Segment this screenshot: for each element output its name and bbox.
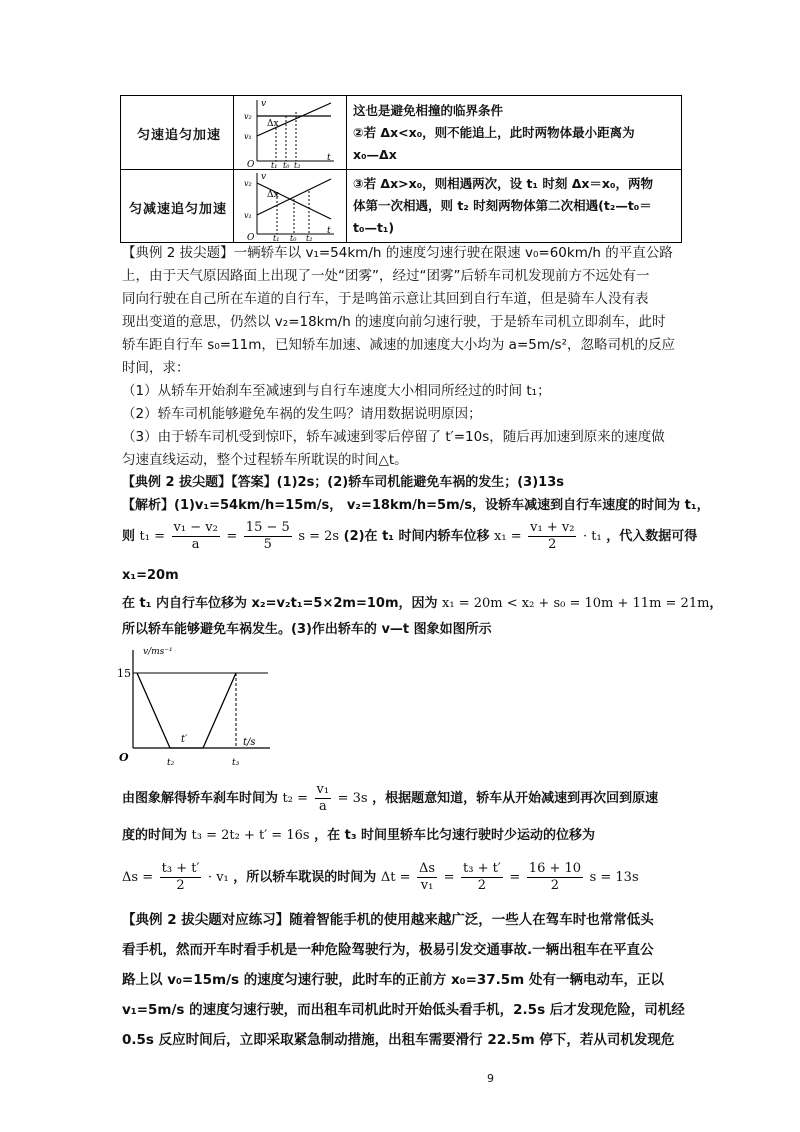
graph1-v-label: v xyxy=(261,99,267,109)
fraction xyxy=(160,861,202,894)
text-fragment: ， xyxy=(709,596,723,611)
numerator: t₃ + t′ xyxy=(463,861,501,876)
row1-label: 匀速追匀加速 xyxy=(137,128,222,143)
denominator: 5 xyxy=(263,537,272,552)
graph2-t2: t₂ xyxy=(306,234,313,241)
problem-line: 上，由于天气原因路面上出现了一处“团雾”，经过“团雾”后轿车司机发现前方不远处有一 xyxy=(122,268,650,284)
brake-time-line xyxy=(122,782,658,816)
analysis-line: 【解析】(1)v₁=54km/h=15m/s， v₂=18km/h=5m/s，设轿车减速到自行车速度的时间为 t₁， xyxy=(122,498,710,513)
practice-line: 路上以 v₀=15m/s 的速度匀速行驶，此时车的正前方 x₀=37.5m 处有一辆电动车，正以 xyxy=(122,972,664,988)
eq-ds-lhs: Δs = xyxy=(122,870,154,885)
graph2-origin: O xyxy=(247,233,255,241)
problem-line: 【典例 2 拔尖题】一辆轿车以 v₁=54km/h 的速度匀速行驶在限速 v₀=60km/h 的平直公路 xyxy=(122,245,673,261)
graph1-t0: t₀ xyxy=(283,161,290,168)
graph1-origin: O xyxy=(247,160,255,168)
numerator: t₃ + t′ xyxy=(161,861,200,876)
graph2-t1: t₁ xyxy=(273,234,280,241)
denominator: a xyxy=(318,799,327,814)
table-divider xyxy=(121,169,681,170)
denominator: a xyxy=(191,537,200,552)
graph2-t-label: t xyxy=(327,226,331,236)
numerator: 16 + 10 xyxy=(528,861,582,876)
equals-sign: = xyxy=(443,870,455,885)
eq-dt-rhs: s = 13s xyxy=(589,870,639,885)
practice-line: 看手机，然而开车时看手机是一种危险驾驶行为，极易引发交通事故.一辆出租车在平直公 xyxy=(122,942,654,958)
eq-t1-lhs: t₁ = xyxy=(139,529,166,544)
row1-note-line: x₀—Δx xyxy=(353,147,397,162)
practice-line: v₁=5m/s 的速度匀速行驶，而出租车司机此时开始低头看手机，2.5s 后才发现危险，司机经 xyxy=(122,1002,685,1018)
graph2-t0: t₀ xyxy=(290,234,297,241)
numerator: v₁ + v₂ xyxy=(530,520,575,535)
x1-result: x₁=20m xyxy=(122,568,179,583)
equals-sign: = xyxy=(509,870,521,885)
numerator: Δs xyxy=(419,861,436,876)
text-fragment: 在 t₁ 内自行车位移为 x₂=v₂t₁=5×2m=10m，因为 xyxy=(122,596,438,611)
eq-x1-lhs: x₁ = xyxy=(494,529,522,544)
delay-line xyxy=(122,858,639,898)
graph-tprime: t′ xyxy=(181,734,188,745)
graph-t3: t₃ xyxy=(232,758,240,768)
row2-label: 匀减速追匀加速 xyxy=(129,202,228,217)
denominator: 2 xyxy=(548,537,557,552)
text-fragment: 由图象解得轿车刹车时间为 xyxy=(122,791,279,806)
fraction xyxy=(528,520,576,553)
comparison-table xyxy=(120,95,682,243)
row2-note-line: t₀—t₁) xyxy=(353,220,395,235)
fraction xyxy=(172,520,220,553)
row2-notes xyxy=(353,173,678,239)
practice-line: 【典例 2 拔尖题对应练习】随着智能手机的使用越来越广泛，一些人在驾车时也常常低头 xyxy=(122,912,654,928)
eq-t1-rhs: s = 2s xyxy=(298,529,340,544)
problem-question: （2）轿车司机能够避免车祸的发生吗？请用数据说明原因； xyxy=(122,406,482,422)
numerator: v₁ − v₂ xyxy=(173,520,218,535)
eq-t2-rhs: = 3s xyxy=(337,791,368,806)
text-fragment: 度的时间为 xyxy=(122,828,188,843)
eq-t3: t₃ = 2t₂ + t′ = 16s xyxy=(191,828,310,843)
row2-note-line: 体第一次相遇，则 t₂ 时刻两物体第二次相遇(t₂—t₀＝ xyxy=(353,198,652,213)
text-fragment: ，在 t₃ 时间里轿车比匀速行驶时少运动的位移为 xyxy=(314,828,596,843)
graph2-v2-label: v₂ xyxy=(244,179,252,188)
row1-note-line: ②若 Δx<x₀，则不能追上，此时两物体最小距离为 xyxy=(353,125,635,140)
graph-x-label: t/s xyxy=(243,737,256,748)
text-fragment: ，所以轿车耽误的时间为 xyxy=(233,870,377,885)
fraction xyxy=(417,861,437,894)
vt-graph-uniform-vs-accel xyxy=(239,98,344,168)
graph-y-label: v/ms⁻¹ xyxy=(143,647,173,657)
problem-line: 现出变道的意思，仍然以 v₂=18km/h 的速度向前匀速行驶，于是轿车司机立即刹车，此时 xyxy=(122,314,666,330)
numerator: 15 − 5 xyxy=(245,520,290,535)
inequality: x₁ = 20m < x₂ + s₀ = 10m + 11m = 21m xyxy=(442,596,710,611)
vt-graph-decel-vs-accel xyxy=(239,171,344,241)
denominator: v₁ xyxy=(420,878,434,893)
text-fragment: ，根据题意知道，轿车从开始减速到再次回到原速 xyxy=(372,791,659,806)
problem-line: 同向行驶在自己所在车道的自行车，于是鸣笛示意让其回到自行车道，但是骑车人没有表 xyxy=(122,291,649,307)
graph-t2: t₂ xyxy=(167,758,175,768)
problem-line: 时间，求： xyxy=(122,360,190,376)
page-number: 9 xyxy=(487,1072,494,1085)
eq-ds-rhs: · v₁ xyxy=(207,870,229,885)
graph1-dx-label: Δx xyxy=(267,119,279,129)
graph1-t2: t₂ xyxy=(294,161,301,168)
problem-question: 匀速直线运动，整个过程轿车所耽误的时间△t。 xyxy=(122,452,408,468)
row1-notes xyxy=(353,100,678,166)
graph1-v2-label: v₂ xyxy=(244,112,252,121)
t3-line xyxy=(122,826,595,846)
row1-note-line: 这也是避免相撞的临界条件 xyxy=(353,103,504,118)
text-fragment: 则 xyxy=(122,529,136,544)
problem-question: （1）从轿车开始刹车至减速到与自行车速度大小相同所经过的时间 t₁； xyxy=(122,383,551,399)
graph2-dx-label: Δx xyxy=(267,190,279,200)
graph2-v1-label: v₁ xyxy=(244,211,252,220)
graph-y15: 15 xyxy=(117,667,131,680)
equals-sign: = xyxy=(226,529,238,544)
fraction xyxy=(527,861,583,894)
fraction xyxy=(244,520,292,553)
fraction xyxy=(461,861,503,894)
graph-origin: O xyxy=(119,751,129,764)
graph2-v-label: v xyxy=(261,172,267,182)
graph1-t-label: t xyxy=(327,153,331,163)
eq-x1-rhs: · t₁ xyxy=(582,529,602,544)
denominator: 2 xyxy=(477,878,487,893)
eq-t2-lhs: t₂ = xyxy=(282,791,309,806)
equation-row-1 xyxy=(122,520,697,554)
row2-note-line: ③若 Δx>x₀，则相遇两次，设 t₁ 时刻 Δx＝x₀，两物 xyxy=(353,176,653,191)
problem-line: 轿车距自行车 s₀=11m，已知轿车加速、减速的加速度大小均为 a=5m/s²，忽略司机的反应 xyxy=(122,337,675,353)
eq-dt-lhs: Δt = xyxy=(380,870,411,885)
numerator: v₁ xyxy=(316,782,330,797)
car-vt-graph xyxy=(115,645,275,770)
graph1-t1: t₁ xyxy=(271,161,278,168)
text-fragment: (2)在 t₁ 时间内轿车位移 xyxy=(343,529,490,544)
denominator: 2 xyxy=(550,878,560,893)
avoid-line: 所以轿车能够避免车祸发生。(3)作出轿车的 v—t 图象如图所示 xyxy=(122,622,492,637)
bike-displacement-line xyxy=(122,594,722,614)
practice-line: 0.5s 反应时间后，立即采取紧急制动措施，出租车需要滑行 22.5m 停下，若从司机发现危 xyxy=(122,1032,675,1048)
answer-line: 【典例 2 拔尖题】【答案】(1)2s；(2)轿车司机能避免车祸的发生；(3)13s xyxy=(122,475,564,490)
text-fragment: ，代入数据可得 xyxy=(606,529,698,544)
problem-question: （3）由于轿车司机受到惊吓，轿车减速到零后停留了 t′=10s，随后再加速到原来的速度做 xyxy=(122,429,665,445)
denominator: 2 xyxy=(176,878,185,893)
fraction xyxy=(315,782,332,815)
graph1-v1-label: v₁ xyxy=(244,132,252,141)
